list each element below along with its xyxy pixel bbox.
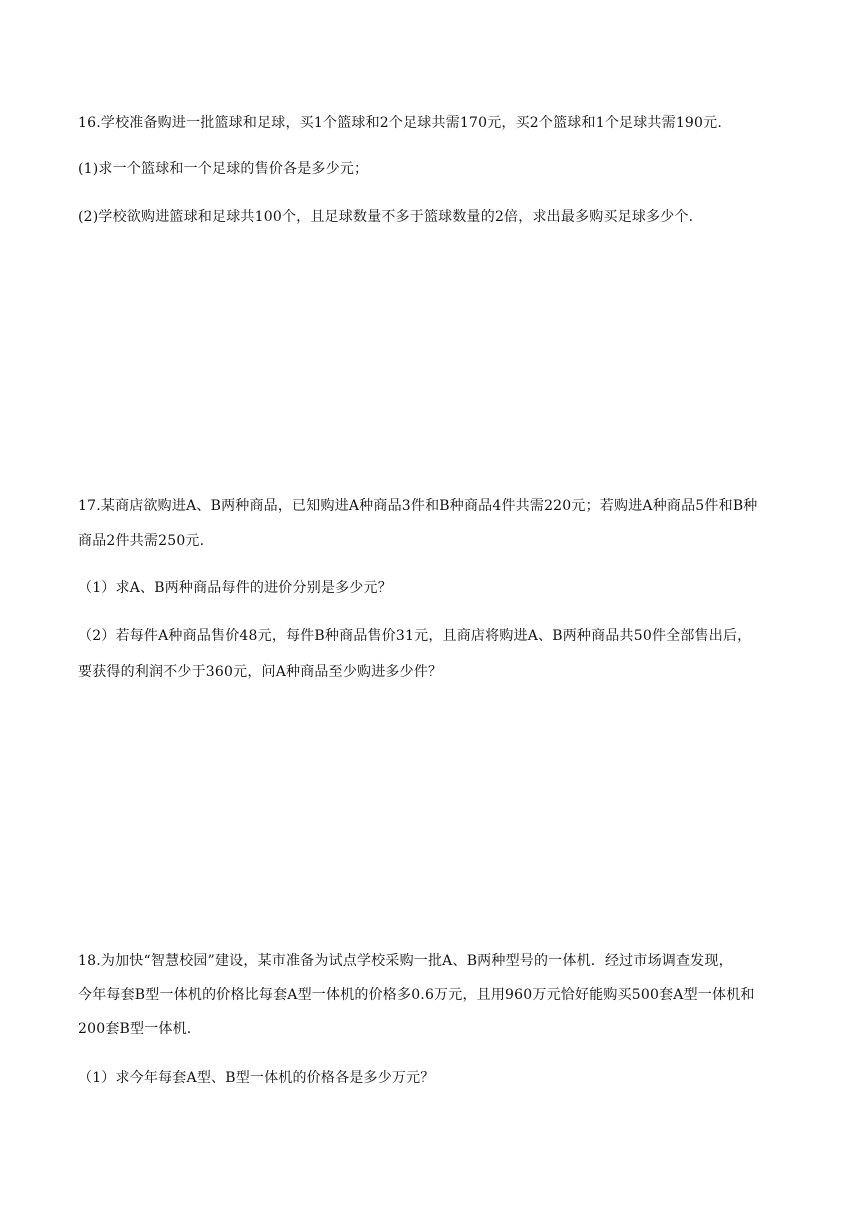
question-16-part-1: (1)求一个篮球和一个足球的售价各是多少元；	[78, 161, 369, 177]
question-16-stem: 16.学校准备购进一批篮球和足球，买1个篮球和2个足球共需170元，买2个篮球和1个足球共需190元.	[78, 115, 722, 131]
question-18-part-1: （1）求今年每套A型、B型一体机的价格各是多少万元？	[78, 1070, 435, 1086]
question-18-stem-line-1: 18.为加快“智慧校园”建设，某市准备为试点学校采购一批A、B两种型号的一体机．经过市场调查发现，	[78, 953, 733, 969]
question-18-stem-line-3: 200套B型一体机.	[78, 1021, 192, 1037]
question-16-part-2: (2)学校欲购进篮球和足球共100个，且足球数量不多于篮球数量的2倍，求出最多购买足球多少个.	[78, 209, 694, 225]
question-17-part-2-line-1: （2）若每件A种商品售价48元，每件B种商品售价31元，且商店将购进A、B两种商品共50件全部售出后，	[78, 628, 752, 644]
question-17-part-1: （1）求A、B两种商品每件的进价分别是多少元？	[78, 580, 392, 596]
question-17-stem-line-1: 17.某商店欲购进A、B两种商品，已知购进A种商品3件和B种商品4件共需220元；若购进A种商品5件和B种	[78, 498, 758, 514]
question-17-stem-line-2: 商品2件共需250元.	[78, 533, 205, 549]
question-18-stem-line-2: 今年每套B型一体机的价格比每套A型一体机的价格多0.6万元，且用960万元恰好能购买500套A型一体机和	[78, 987, 755, 1003]
question-17-part-2-line-2: 要获得的利润不少于360元，问A种商品至少购进多少件？	[78, 664, 443, 680]
